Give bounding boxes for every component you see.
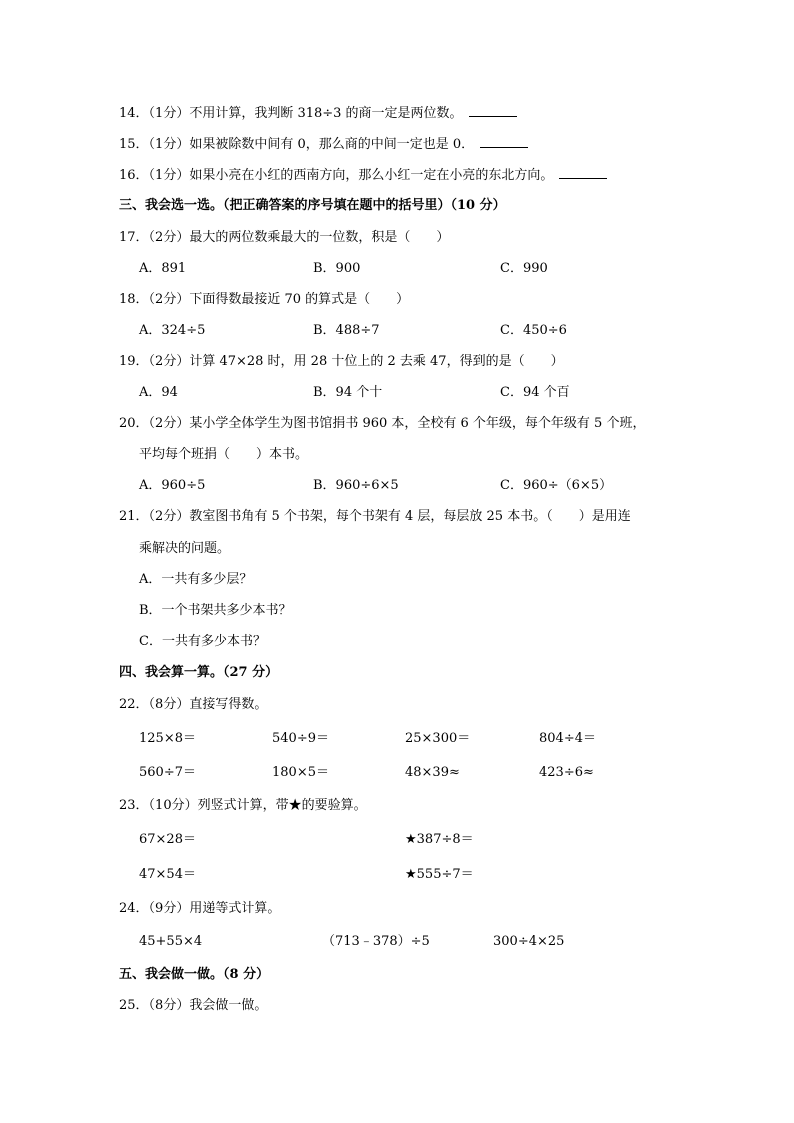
q24-item: 45+55×4 [139, 934, 203, 949]
answer-blank-15[interactable] [480, 135, 528, 148]
question-19-option-b[interactable]: B．94 个十 [313, 385, 383, 400]
q22-item: 540÷9＝ [272, 731, 329, 746]
q24-item: （713﹣378）÷5 [322, 934, 430, 949]
question-18-option-a[interactable]: A．324÷5 [139, 323, 206, 338]
q22-item: 804÷4＝ [539, 731, 596, 746]
question-21-stem-line2: 乘解决的问题。 [139, 541, 231, 556]
question-15-text: 15．（1分）如果被除数中间有 0，那么商的中间一定也是 0． [119, 137, 475, 152]
q22-item: 180×5＝ [272, 765, 329, 780]
question-24-stem: 24．（9分）用递等式计算。 [119, 901, 281, 916]
question-14 [119, 104, 517, 123]
question-22-stem: 22．（8分）直接写得数。 [119, 697, 268, 712]
question-21-option-c[interactable]: C．一共有多少本书？ [139, 634, 266, 649]
question-18-option-c[interactable]: C．450÷6 [500, 323, 567, 338]
q22-item: 25×300＝ [405, 731, 471, 746]
question-21-option-b[interactable]: B．一个书架共多少本书？ [139, 603, 292, 618]
question-21-stem-line1: 21．（2分）教室图书角有 5 个书架，每个书架有 4 层，每层放 25 本书。（ ）是用连 [119, 509, 631, 524]
q22-item: 423÷6≈ [539, 765, 594, 780]
question-23-stem: 23．（10分）列竖式计算，带★的要验算。 [119, 798, 367, 813]
q22-item: 48×39≈ [405, 765, 460, 780]
question-21-option-a[interactable]: A．一共有多少层？ [139, 572, 253, 587]
q22-item: 125×8＝ [139, 731, 196, 746]
question-18-option-b[interactable]: B．488÷7 [313, 323, 380, 338]
section-3-heading: 三、我会选一选。（把正确答案的序号填在题中的括号里）（10 分） [119, 198, 506, 213]
q23-item: 67×28＝ [139, 832, 196, 847]
question-20-stem-line2: 平均每个班捐（ ）本书。 [139, 447, 309, 462]
question-16-text: 16．（1分）如果小亮在小红的西南方向，那么小红一定在小亮的东北方向。 [119, 168, 554, 183]
q23-item: ★555÷7＝ [405, 867, 474, 882]
q23-item: 47×54＝ [139, 867, 196, 882]
answer-blank-14[interactable] [469, 104, 517, 117]
question-15 [119, 135, 528, 154]
question-20-option-b[interactable]: B．960÷6×5 [313, 478, 399, 493]
question-25-stem: 25．（8分）我会做一做。 [119, 998, 268, 1013]
question-19-option-c[interactable]: C．94 个百 [500, 385, 570, 400]
q23-item: ★387÷8＝ [405, 832, 474, 847]
question-17-stem: 17．（2分）最大的两位数乘最大的一位数，积是（ ） [119, 230, 450, 245]
question-16 [119, 166, 607, 185]
question-17-option-b[interactable]: B．900 [313, 261, 361, 276]
q22-item: 560÷7＝ [139, 765, 196, 780]
question-20-stem-line1: 20．（2分）某小学全体学生为图书馆捐书 960 本，全校有 6 个年级，每个年级有 5 个班， [119, 416, 646, 431]
question-18-stem: 18．（2分）下面得数最接近 70 的算式是（ ） [119, 292, 410, 307]
question-17-option-c[interactable]: C．990 [500, 261, 548, 276]
section-4-heading: 四、我会算一算。（27 分） [119, 665, 279, 680]
q24-item: 300÷4×25 [493, 934, 565, 949]
question-17-option-a[interactable]: A．891 [139, 261, 187, 276]
question-20-option-a[interactable]: A．960÷5 [139, 478, 206, 493]
section-5-heading: 五、我会做一做。（8 分） [119, 967, 270, 982]
question-14-text: 14．（1分）不用计算，我判断 318÷3 的商一定是两位数。 [119, 106, 463, 121]
answer-blank-16[interactable] [559, 166, 607, 179]
question-19-stem: 19．（2分）计算 47×28 时，用 28 十位上的 2 去乘 47，得到的是（ ） [119, 354, 564, 369]
question-20-option-c[interactable]: C．960÷（6×5） [500, 478, 613, 493]
question-19-option-a[interactable]: A．94 [139, 385, 178, 400]
